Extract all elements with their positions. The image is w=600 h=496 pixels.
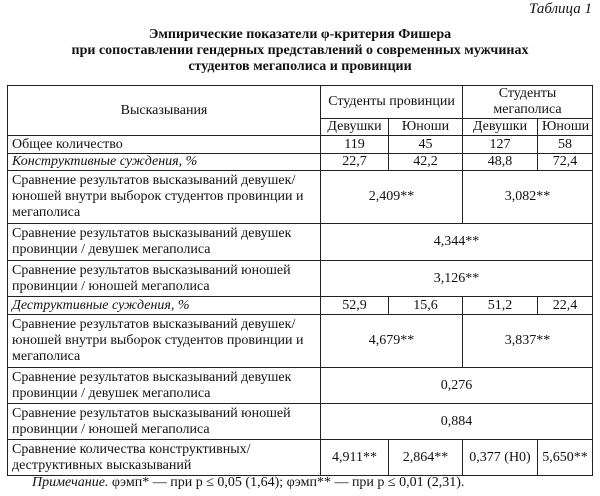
row-label: Сравнение результатов высказываний девушек провинции / девушек мегаполиса [8,224,321,261]
table-label: Таблица 1 [529,1,592,17]
title-line-3: студентов мегаполиса и провинции [188,59,412,74]
cell-value: 4,344** [321,224,593,261]
table-row-destructive-within [8,315,593,368]
cell-value: 5,650** [538,440,593,476]
cell-value: 42,2 [389,154,463,171]
table-row-total [8,136,593,154]
cell-value: 22,7 [321,154,389,171]
cell-value: 4,911** [321,440,389,476]
row-label: Сравнение количества конструктивных/ деструктивных высказываний [8,440,321,476]
header-province-girls: Девушки [321,119,389,136]
table-row-destructive-boys [8,404,593,440]
cell-value: 2,864** [389,440,463,476]
header-metropolis-girls: Девушки [463,119,538,136]
table-row-constructive-within [8,171,593,224]
row-label: Общее количество [8,136,321,154]
table-row-destructive-girls [8,368,593,404]
note-text: φэмп* — при p ≤ 0,05 (1,64); φэмп** — при p ≤ 0,01 (2,31). [111,475,465,490]
row-label: Сравнение результатов высказываний девушек провинции / девушек мегаполиса [8,368,321,404]
header-statements: Высказывания [8,86,321,136]
table-row-constructive-boys [8,261,593,297]
cell-value-province: 2,409** [321,171,463,224]
header-metropolis-boys: Юноши [538,119,593,136]
row-label: Деструктивные суждения, % [8,297,321,315]
cell-value: 0,884 [321,404,593,440]
cell-value: 51,2 [463,297,538,315]
table-row-destructive [8,297,593,315]
cell-value: 45 [389,136,463,154]
cell-value: 127 [463,136,538,154]
table-note [32,475,464,491]
row-label: Сравнение результатов высказываний девушек/юношей внутри выборок студентов провинции и мегаполиса [8,315,321,368]
row-label: Сравнение результатов высказываний юношей провинции / юношей мегаполиса [8,404,321,440]
cell-value: 119 [321,136,389,154]
cell-value: 72,4 [538,154,593,171]
table-header-row [8,86,593,119]
header-group-metropolis: Студенты мегаполиса [463,86,593,119]
title-line-1: Эмпирические показатели φ-критерия Фишера [148,27,452,42]
cell-value-metropolis: 3,837** [463,315,593,368]
header-province-boys: Юноши [389,119,463,136]
table-row-ratio [8,440,593,476]
table-row-constructive [8,154,593,171]
cell-value: 58 [538,136,593,154]
row-label: Конструктивные суждения, % [8,154,321,171]
fisher-table [7,85,593,476]
header-group-province: Студенты провинции [321,86,463,119]
cell-value: 52,9 [321,297,389,315]
cell-value: 0,377 (H0) [463,440,538,476]
cell-value: 22,4 [538,297,593,315]
cell-value-metropolis: 3,082** [463,171,593,224]
cell-value-province: 4,679** [321,315,463,368]
title-line-2: при сопоставлении гендерных представлений о современных мужчинах [71,43,529,58]
note-label: Примечание. [32,475,109,490]
cell-value: 15,6 [389,297,463,315]
row-label: Сравнение результатов высказываний юношей провинции / юношей мегаполиса [8,261,321,297]
cell-value: 48,8 [463,154,538,171]
table-row-constructive-girls [8,224,593,261]
cell-value: 3,126** [321,261,593,297]
cell-value: 0,276 [321,368,593,404]
table-title [0,27,600,75]
row-label: Сравнение результатов высказываний девушек/юношей внутри выборок студентов провинции и мегаполиса [8,171,321,224]
